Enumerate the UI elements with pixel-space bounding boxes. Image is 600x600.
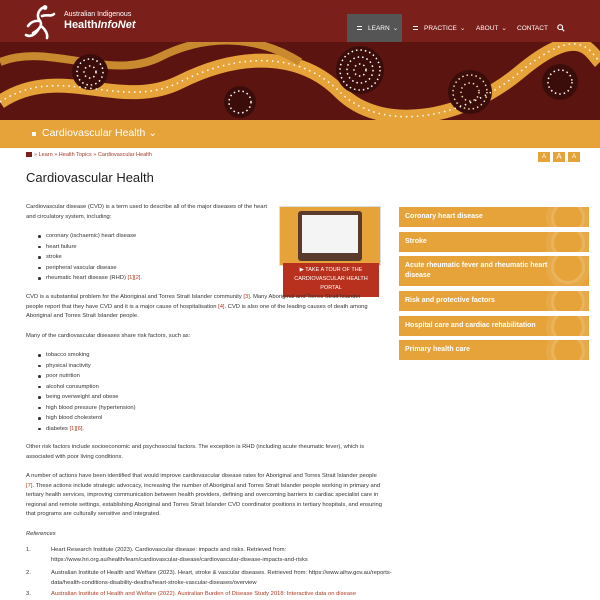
- list-item: high blood cholesterol: [46, 413, 136, 424]
- tour-thumbnail[interactable]: [279, 206, 381, 266]
- sidebar-link-risk[interactable]: Risk and protective factors: [399, 291, 589, 311]
- breadcrumb: » Learn » Health Topics » Cardiovascular Health: [26, 152, 152, 158]
- home-icon[interactable]: [26, 152, 32, 157]
- sidebar-link-rheumatic[interactable]: Acute rheumatic fever and rheumatic heart disease: [399, 256, 589, 286]
- breadcrumb-learn[interactable]: Learn: [38, 152, 53, 158]
- nav-contact[interactable]: CONTACT: [517, 24, 548, 32]
- logo-line-1: Australian Indigenous: [64, 11, 132, 18]
- font-reset-button[interactable]: A: [553, 152, 565, 162]
- tour-button[interactable]: ▶ TAKE A TOUR OF THE CARDIOVASCULAR HEALTH PORTAL: [283, 263, 379, 297]
- nav-learn[interactable]: LEARN ⌄: [347, 14, 402, 42]
- font-size-controls: [538, 152, 580, 162]
- references-heading: References: [26, 531, 56, 537]
- font-larger-button[interactable]: A: [568, 152, 580, 162]
- play-icon: ▶: [299, 267, 306, 273]
- site-header: [0, 0, 600, 42]
- section-title-dropdown[interactable]: Cardiovascular Health ⌄: [42, 127, 158, 139]
- list-item: peripheral vascular disease: [46, 263, 142, 274]
- reference-item: 1. Heart Research Institute (2023). Cardiovascular disease: impacts and risks. Retrieved from: https://www.hri.org.au/health/learn/cardiovascular-disease/cardiovascular-disease-impacts-and-risks: [26, 547, 308, 563]
- list-item: heart failure: [46, 242, 142, 253]
- sidebar-link-hospital[interactable]: Hospital care and cardiac rehabilitation: [399, 316, 589, 336]
- nav-about[interactable]: ABOUT ⌄: [476, 24, 507, 32]
- font-smaller-button[interactable]: A: [538, 152, 550, 162]
- breadcrumb-current[interactable]: Cardiovascular Health: [97, 152, 152, 158]
- list-item: tobacco smoking: [46, 350, 136, 361]
- paragraph-actions: A number of actions have been identified that would improve cardiovascular disease rates for Aboriginal and Torres Strait Islander people [7]. These actions include strategic advocacy, increasing the number of Aboriginal and Torres Strait Islander people working in primary and tertiary health services, improving communication between health providers, defining and overcoming barriers to cardiac specialist care in regional and remote settings, establishing Aboriginal and Torres Strait Islander CVD coordinator positions in tertiary hospitals, and ensuring that programs are culturally sensitive and integrated.: [26, 473, 382, 517]
- page-title: Cardiovascular Health: [26, 170, 154, 185]
- breadcrumb-topics[interactable]: Health Topics: [58, 152, 92, 158]
- logo-line-2: HealthInfoNet: [64, 19, 136, 31]
- search-button[interactable]: [557, 14, 565, 42]
- disease-list: [46, 231, 142, 284]
- intro-paragraph: Cardiovascular disease (CVD) is a term used to describe all of the major diseases of the heart and circulatory system, including:: [26, 204, 268, 220]
- list-item: coronary (ischaemic) heart disease: [46, 231, 142, 242]
- aboriginal-art-banner: [0, 42, 600, 120]
- menu-icon: [357, 26, 362, 30]
- reference-link[interactable]: [1][6].: [69, 425, 85, 432]
- list-item: rheumatic heart disease (RHD) [1][2].: [46, 273, 142, 284]
- list-item: poor nutrition: [46, 371, 136, 382]
- sidebar-link-primary[interactable]: Primary health care: [399, 340, 589, 360]
- reference-link[interactable]: [1][2].: [127, 275, 143, 281]
- laptop-image: [298, 211, 362, 261]
- search-icon: [557, 24, 565, 32]
- reference-item[interactable]: 3. Australian Institute of Health and Welfare (2022). Australian Burden of Disease Study 2018: Interactive data on disease: [26, 591, 357, 597]
- list-item: high blood pressure (hypertension): [46, 403, 136, 414]
- chevron-down-icon: ⌄: [392, 25, 399, 32]
- chevron-down-icon: ⌄: [148, 127, 158, 139]
- nav-practice[interactable]: PRACTICE ⌄: [413, 14, 465, 42]
- reference-item: 2. Australian Institute of Health and Welfare (2023). Heart, stroke & vascular diseases. Retrieved from: https://www.aihw.gov.au/reports-data/health-conditions-disability-deaths/heart-stroke-vascular-diseases/overview: [26, 570, 392, 586]
- list-item: diabetes [1][6].: [46, 424, 136, 435]
- chevron-down-icon: ⌄: [459, 25, 466, 32]
- sidebar-link-stroke[interactable]: Stroke: [399, 232, 589, 252]
- lizard-logo-icon: [24, 4, 60, 40]
- banner-artwork: [0, 42, 600, 120]
- reference-link[interactable]: [3]: [243, 294, 250, 300]
- chevron-down-icon: ⌄: [501, 25, 507, 32]
- risk-factor-list: [46, 350, 136, 434]
- list-item: being overweight and obese: [46, 392, 136, 403]
- sidebar-link-coronary[interactable]: Coronary heart disease: [399, 207, 589, 227]
- paragraph-other-risks: Other risk factors include socioeconomic and psychosocial factors. The exception is RHD (including acute rheumatic fever), which is associated with poor living conditions.: [26, 444, 365, 460]
- menu-icon: [413, 26, 418, 30]
- list-item: stroke: [46, 252, 142, 263]
- list-item: physical inactivity: [46, 361, 136, 372]
- paragraph-risk-intro: Many of the cardiovascular diseases share risk factors, such as:: [26, 333, 191, 339]
- reference-link[interactable]: [4]: [218, 303, 225, 310]
- list-item: alcohol consumption: [46, 382, 136, 393]
- section-bar: [0, 120, 600, 148]
- reference-link[interactable]: [7]: [26, 482, 33, 489]
- site-logo[interactable]: [24, 4, 144, 40]
- paragraph-cvd-problem: CVD is a substantial problem for the Aboriginal and Torres Strait Islander community [3]. Many Aboriginal and Torres Strait Islander people report that they have CVD and it is a major cause of hospitalisation [4]. CVD is also one of the leading causes of death among Aboriginal and Torres Strait Islander people.: [26, 294, 368, 319]
